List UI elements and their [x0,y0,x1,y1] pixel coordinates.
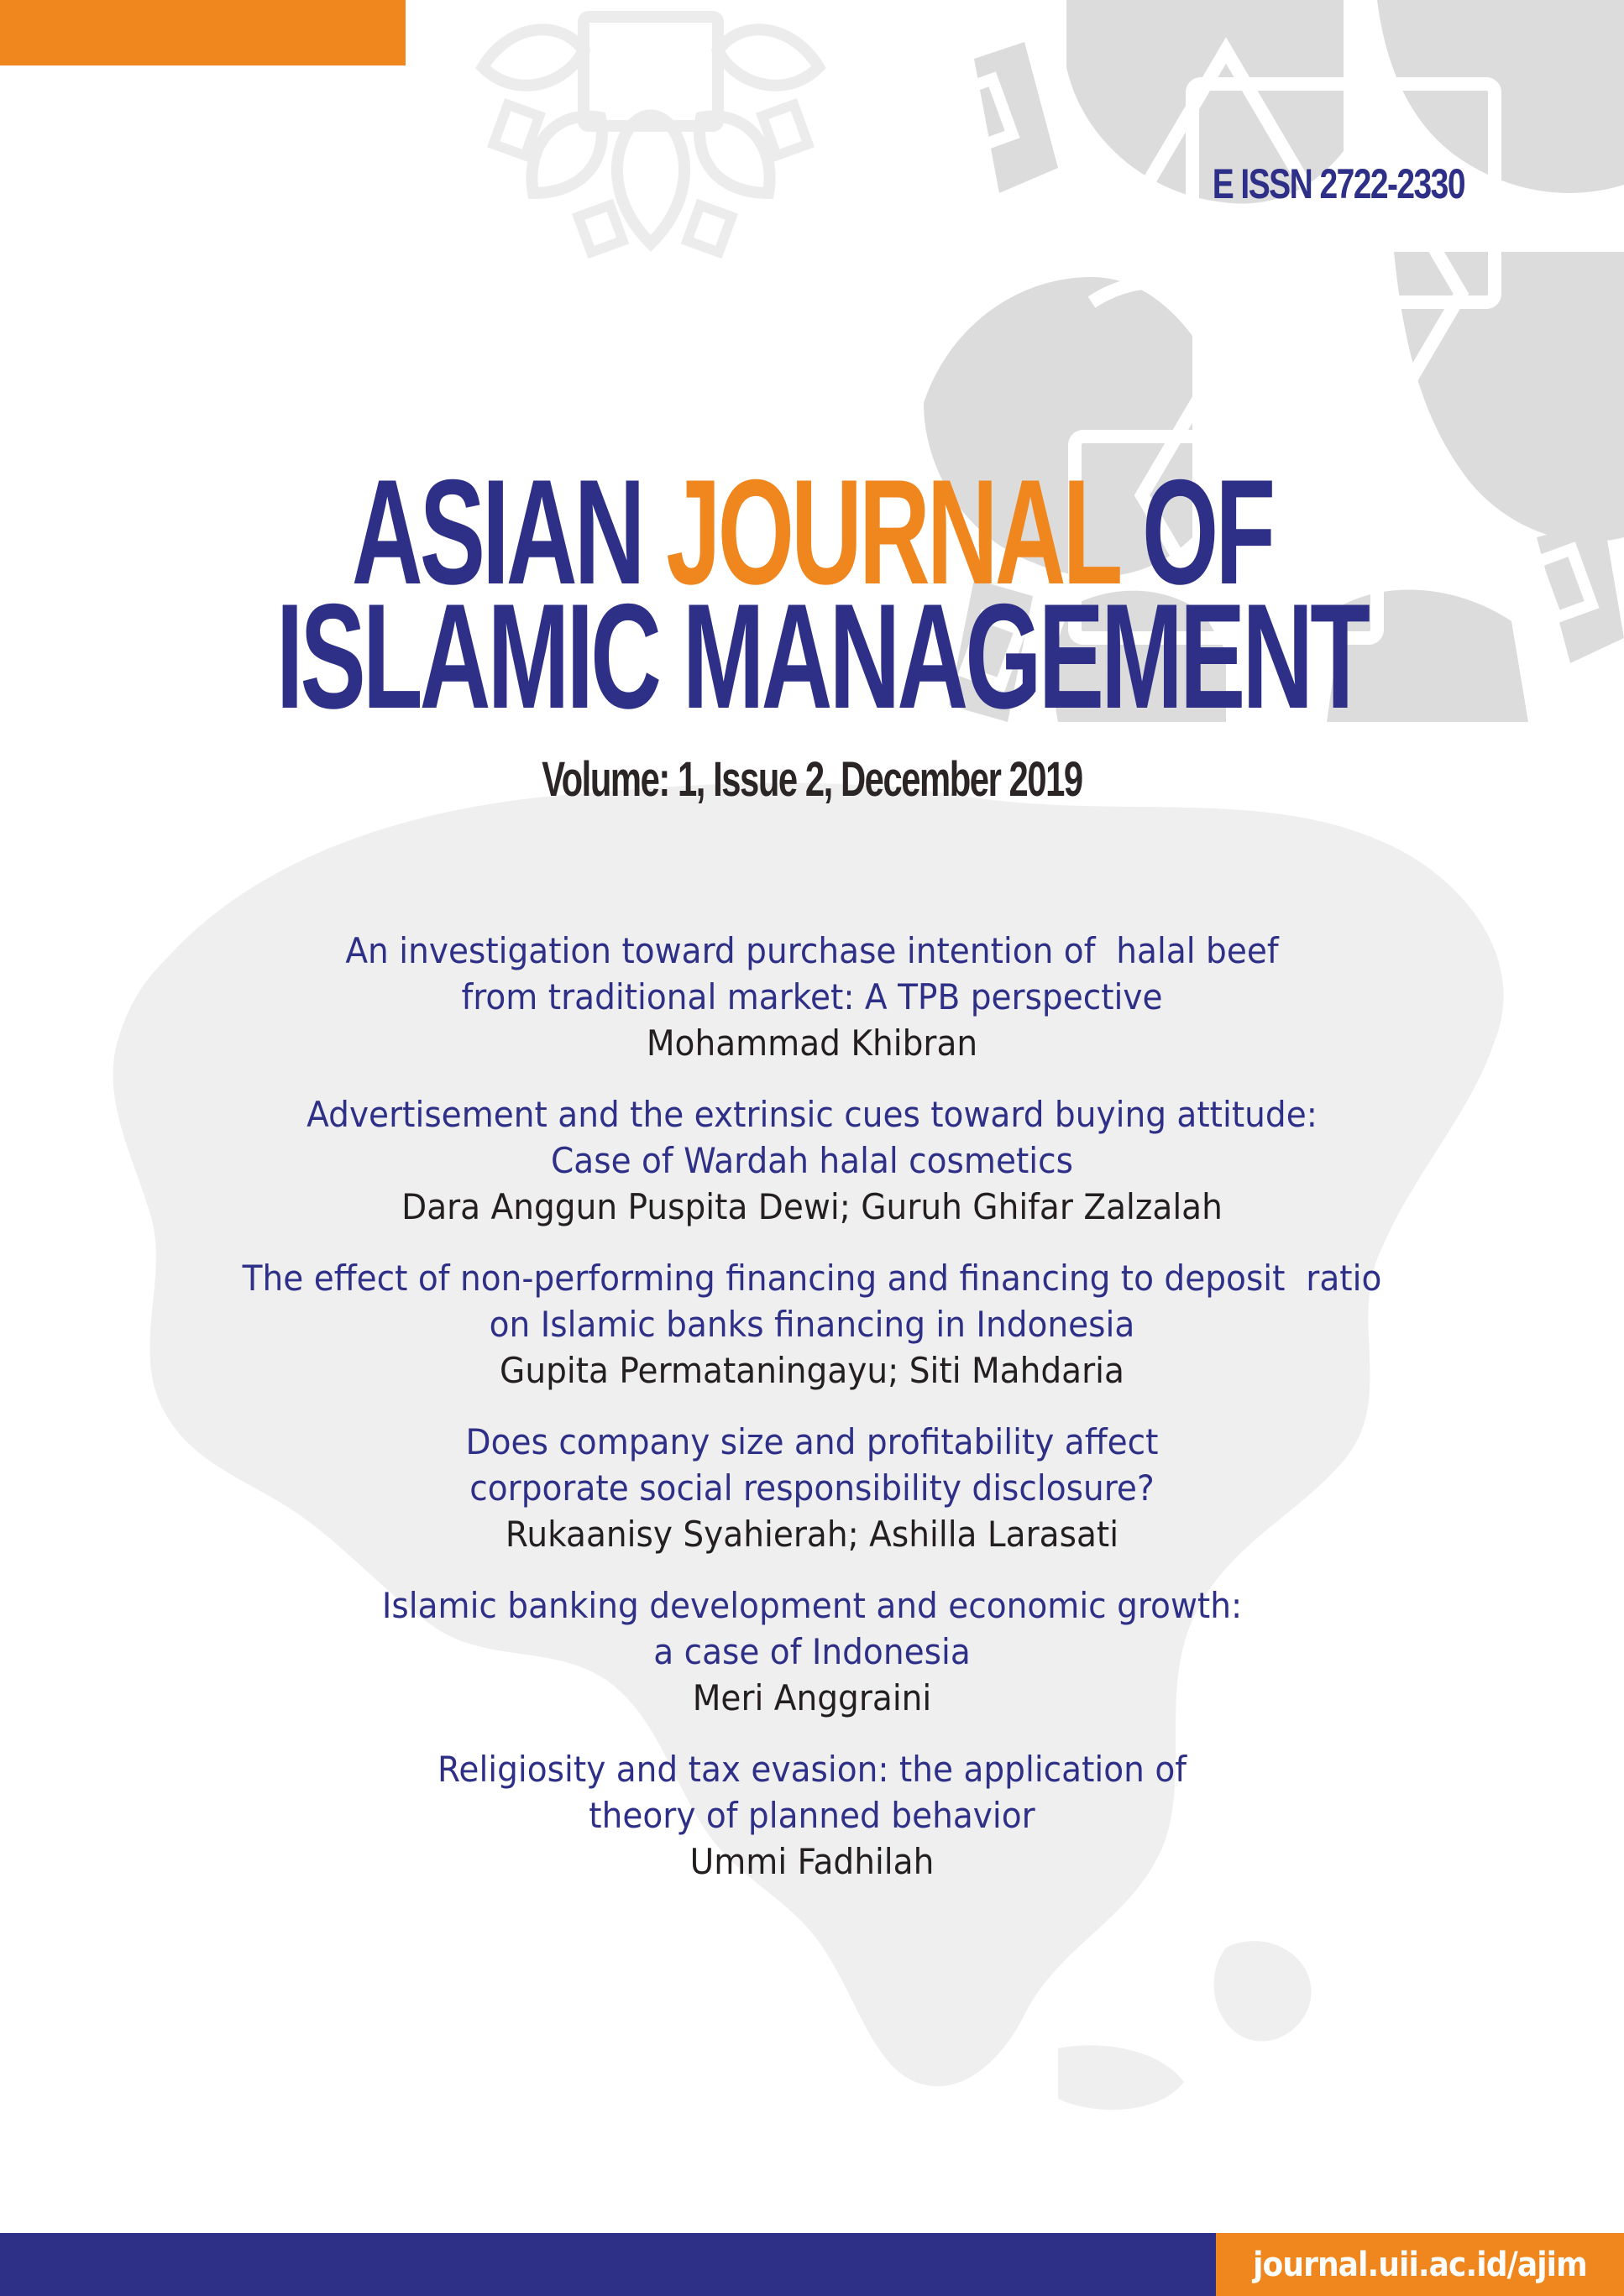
article-title-line: Religiosity and tax evasion: the application of [437,1749,1187,1790]
article-item [0,1582,1624,1721]
article-title-line: corporate social responsibility disclosure? [469,1467,1155,1509]
article-item [0,1419,1624,1557]
article-authors: Ummi Fadhilah [689,1841,935,1882]
article-title-line: Islamic banking development and economic growth: [381,1585,1243,1626]
article-title-line: a case of Indonesia [653,1631,971,1672]
article-title-line: from traditional market: A TPB perspective [461,976,1163,1017]
article-title-line: Does company size and profitability affect [465,1421,1159,1462]
article-authors: Mohammad Khibran [646,1022,978,1064]
article-item [0,1255,1624,1394]
article-item [0,1746,1624,1885]
article-authors: Meri Anggraini [692,1677,932,1718]
article-title-line: Advertisement and the extrinsic cues toward buying attitude: [306,1094,1318,1135]
title-word-asian: ASIAN [351,448,667,615]
title-word-journal: JOURNAL [666,448,1118,615]
article-authors: Rukaanisy Syahierah; Ashilla Larasati [505,1514,1119,1555]
article-title-line: The effect of non-performing financing and financing to deposit ratio [242,1258,1382,1299]
journal-title-line-1 [276,448,1348,615]
article-list [0,928,1624,1910]
article-authors: Gupita Permataningayu; Siti Mahdaria [500,1350,1124,1391]
journal-title-line-2: ISLAMIC MANAGEMENT [275,573,1368,740]
title-word-of: OF [1118,448,1273,615]
article-title-line: on Islamic banks financing in Indonesia [489,1304,1135,1345]
journal-url-link[interactable]: journal.uii.ac.id/ajim [1253,2245,1587,2284]
article-title-line: Case of Wardah halal cosmetics [551,1140,1073,1181]
article-title-line: theory of planned behavior [589,1795,1035,1836]
issn-label: E ISSN 2722-2330 [1212,160,1464,207]
article-title-line: An investigation toward purchase intention of halal beef [345,930,1279,971]
article-authors: Dara Anggun Puspita Dewi; Guruh Ghifar Zalzalah [401,1186,1223,1227]
article-item [0,928,1624,1066]
article-item [0,1091,1624,1230]
issue-info: Volume: 1, Issue 2, December 2019 [542,752,1082,807]
journal-url-box[interactable] [1216,2233,1624,2296]
islamic-ornament-small [449,0,852,260]
journal-title [0,448,1624,740]
top-accent-bar [0,0,406,65]
